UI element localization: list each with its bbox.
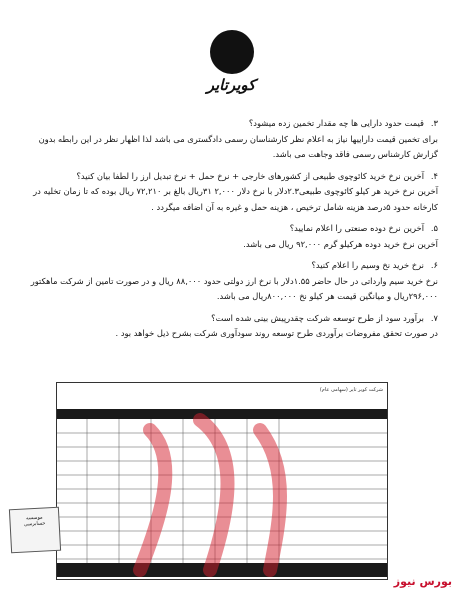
qa-item-4 <box>22 169 438 216</box>
auditor-sticky-note <box>9 507 61 554</box>
item-number: ۷. <box>430 312 438 323</box>
table-caption: شرکت کویر تایر (سهامی عام) <box>319 387 383 393</box>
item-answer: آخرین نرخ خرید هر کیلو کائوچوی طبیعی۲.۳دلار با نرخ دلار ۲,۰۰۰ ۳۱ریال بالغ بر ۷۲,۲۱۰ ریال بوده که تا زمان تخلیه در کارخانه حدود ۵درصد هزینه شامل ترخیص ، هزینه حمل و غیره به آن اضافه میگردد . <box>33 186 438 212</box>
item-question: برآورد سود از طرح توسعه شرکت چقدرپیش بینی شده است؟ <box>211 312 424 323</box>
sticky-line-2: حسابرسی <box>23 520 46 528</box>
item-question: آخرین نرخ دوده صنعتی را اعلام نمایید؟ <box>289 223 424 233</box>
item-answer: نرخ خرید سیم وارداتی در حال حاضر ۱.۵۵دلار با نرخ ارز دولتی حدود ۸۸,۰۰۰ ریال و در صورت تامین از شرکت ماهکتور ۲۹۶,۰۰۰ریال و میانگین قیمت هر کیلو نخ ۸۰۰,۰۰۰ریال می باشد. <box>30 275 438 301</box>
sticky-line-1: موسسه <box>25 514 43 522</box>
qa-item-6 <box>22 258 438 305</box>
profit-forecast-table <box>56 382 388 580</box>
item-number: ۳. <box>430 118 438 128</box>
item-answer: آخرین نرخ خرید دوده هرکیلو گرم ۹۲,۰۰۰ ریال می باشد. <box>243 238 438 249</box>
table-grid <box>57 419 387 577</box>
item-answer: در صورت تحقق مفروضات برآوردی طرح توسعه روند سودآوری شرکت بشرح ذیل خواهد بود . <box>115 328 438 338</box>
qa-item-3 <box>22 116 438 163</box>
item-answer: برای تخمین قیمت داراییها نیاز به اعلام نظر کارشناسان رسمی دادگستری می باشد لذا اظهار نظر در این رابطه بدون گزارش کارشناس رسمی فاقد وجاهت می باشد. <box>38 133 438 159</box>
qa-item-5 <box>22 221 438 252</box>
item-question: قیمت حدود دارایی ها چه مقدار تخمین زده میشود؟ <box>248 118 424 128</box>
item-question: آخرین نرخ خرید کائوچوی طبیعی از کشورهای خارجی + نرخ حمل + نرخ تبدیل ارز را لطفا بیان کنید؟ <box>76 170 424 181</box>
footer-brand: بورس نیوز <box>393 575 452 588</box>
table-header-bar <box>57 409 387 419</box>
qa-item-7 <box>22 311 438 342</box>
item-number: ۶. <box>430 260 438 270</box>
logo-emblem-icon <box>210 30 254 74</box>
item-number: ۵. <box>430 223 438 233</box>
logo-brand-text: کویرتایر <box>206 76 256 94</box>
item-question: نرخ خرید نخ وسیم را اعلام کنید؟ <box>311 260 424 270</box>
item-number: ۴. <box>430 170 438 181</box>
document-body <box>22 116 438 342</box>
company-logo <box>186 30 276 102</box>
